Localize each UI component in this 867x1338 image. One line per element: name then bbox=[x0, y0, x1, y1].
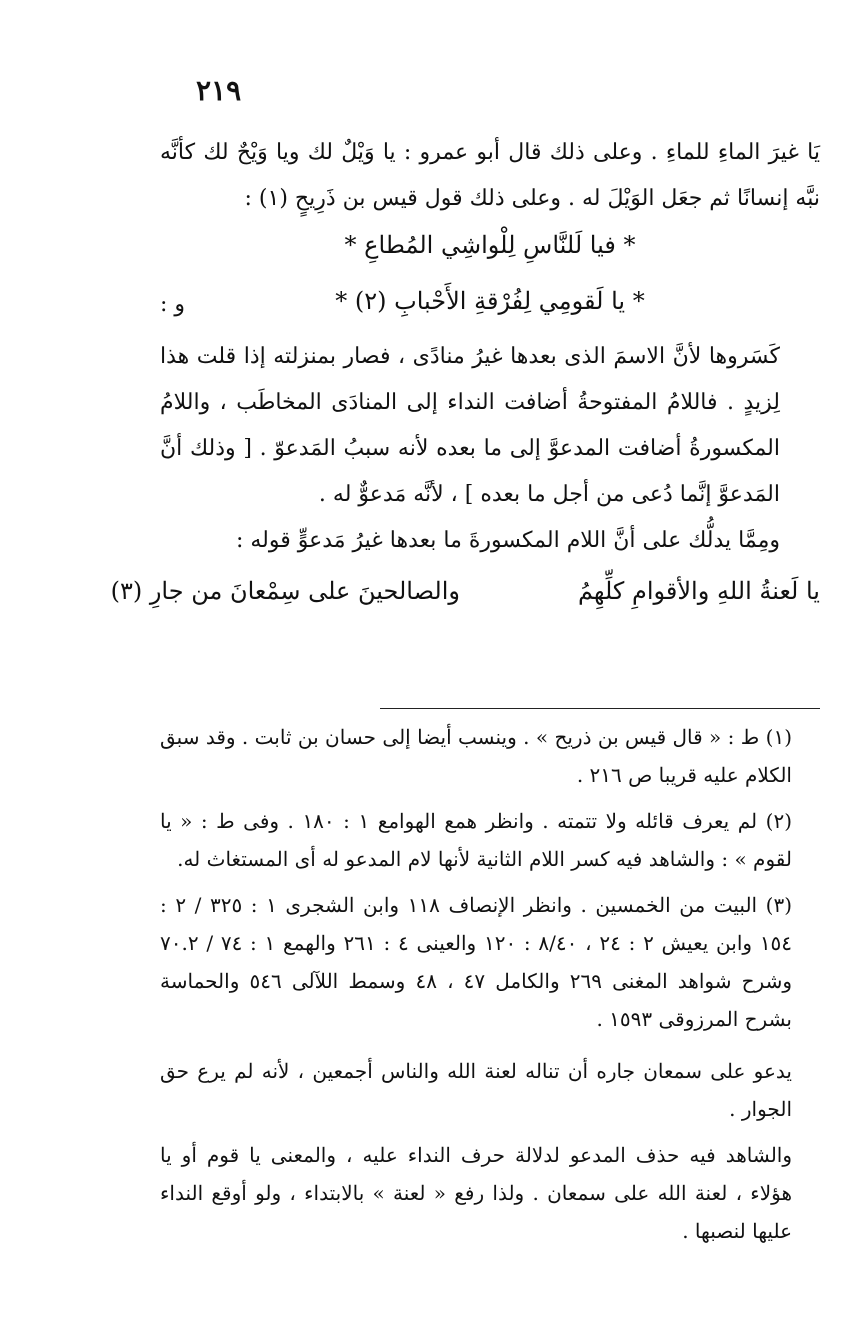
poem-second-hemistich: والصالحينَ على سِمْعانَ من جارِ (٣) bbox=[110, 577, 460, 605]
verse-row-1 bbox=[160, 222, 820, 278]
footnote-3-shahid: والشاهد فيه حذف المدعو لدلالة حرف النداء عليه ، والمعنى يا قوم أو يا هؤلاء ، لعنة الله على سمعان . ولذا رفع « لعنة » بالابتداء ، ولو أوقع النداء عليها لنصبها . bbox=[160, 1143, 792, 1243]
footnote-3-explanation: يدعو على سمعان جاره أن تناله لعنة الله والناس أجمعين ، لأنه لم يرع حق الجوار . bbox=[160, 1059, 792, 1121]
footnote-separator bbox=[380, 708, 820, 709]
footnote-2: (٢) لم يعرف قائله ولا تتمته . وانظر همع الهوامع ١ : ١٨٠ . وفى ط : « يا لقوم » : والشاهد فيه كسر اللام الثانية لأنها لام المدعو له أى المستغاث له. bbox=[160, 809, 793, 871]
paragraph-1: يَا غيرَ الماءِ للماءِ . وعلى ذلك قال أبو عمرو : يا وَيْلٌ لك ويا وَيْحٌ لك كأنَّه نبَّه إنسانًا ثم جعَل الوَيْلَ له . وعلى ذلك قول قيس بن ذَرِيحٍ (١) : bbox=[160, 140, 820, 211]
paragraph-3: ومِمَّا يدلُّك على أنَّ اللام المكسورةَ ما بعدها غيرُ مَدعوٍّ قوله : bbox=[235, 528, 780, 553]
footnotes bbox=[160, 718, 820, 1258]
main-text bbox=[110, 130, 820, 628]
wa-label: و : bbox=[160, 292, 186, 317]
paragraph-2: كَسَروها لأنَّ الاسمَ الذى بعدها غيرُ منادًى ، فصار بمنزلته إذا قلت هذا لِزيدٍ . فاللامُ المفتوحةُ أضافت النداء إلى المنادَى المخاطَب ، واللامُ المكسورةُ أضافت المدعوَّ إلى ما بعده لأنه سببُ المَدعوّ . [ وذلك أنَّ المَدعوَّ إنَّما دُعى من أجل ما بعده ] ، لأنَّه مَدعوٌّ له . bbox=[160, 344, 780, 507]
poem-line bbox=[110, 568, 820, 628]
verse-2: * يا لَقومِي لِفُرْقةِ الأَحْبابِ (٢) * bbox=[335, 287, 645, 315]
footnote-1: (١) ط : « قال قيس بن ذريح » . وينسب أيضا إلى حسان بن ثابت . وقد سبق الكلام عليه قريبا ص ٢١٦ . bbox=[160, 725, 792, 787]
poem-first-hemistich: يا لَعنةُ اللهِ والأقوامِ كلِّهِمُ bbox=[577, 577, 820, 605]
verse-row-2 bbox=[160, 278, 820, 334]
verse-1: * فيا لَلنَّاسِ لِلْواشِي المُطاعِ * bbox=[344, 231, 636, 259]
page-number: ٢١٩ bbox=[196, 74, 242, 107]
footnote-3: (٣) البيت من الخمسين . وانظر الإنصاف ١١٨ وابن الشجرى ١ : ٣٢٥ / ٢ : ١٥٤ وابن يعيش ٢ : ٢٤ ، ٨/٤٠ : ١٢٠ والعينى ٤ : ٢٦١ والهمع ١ : ٧٤ / ٧٠.٢ وشرح شواهد المغنى ٢٦٩ والكامل ٤٧ ، ٤٨ وسمط اللآلى ٥٤٦ والحماسة بشرح المرزوقى ١٥٩٣ . bbox=[160, 893, 793, 1031]
